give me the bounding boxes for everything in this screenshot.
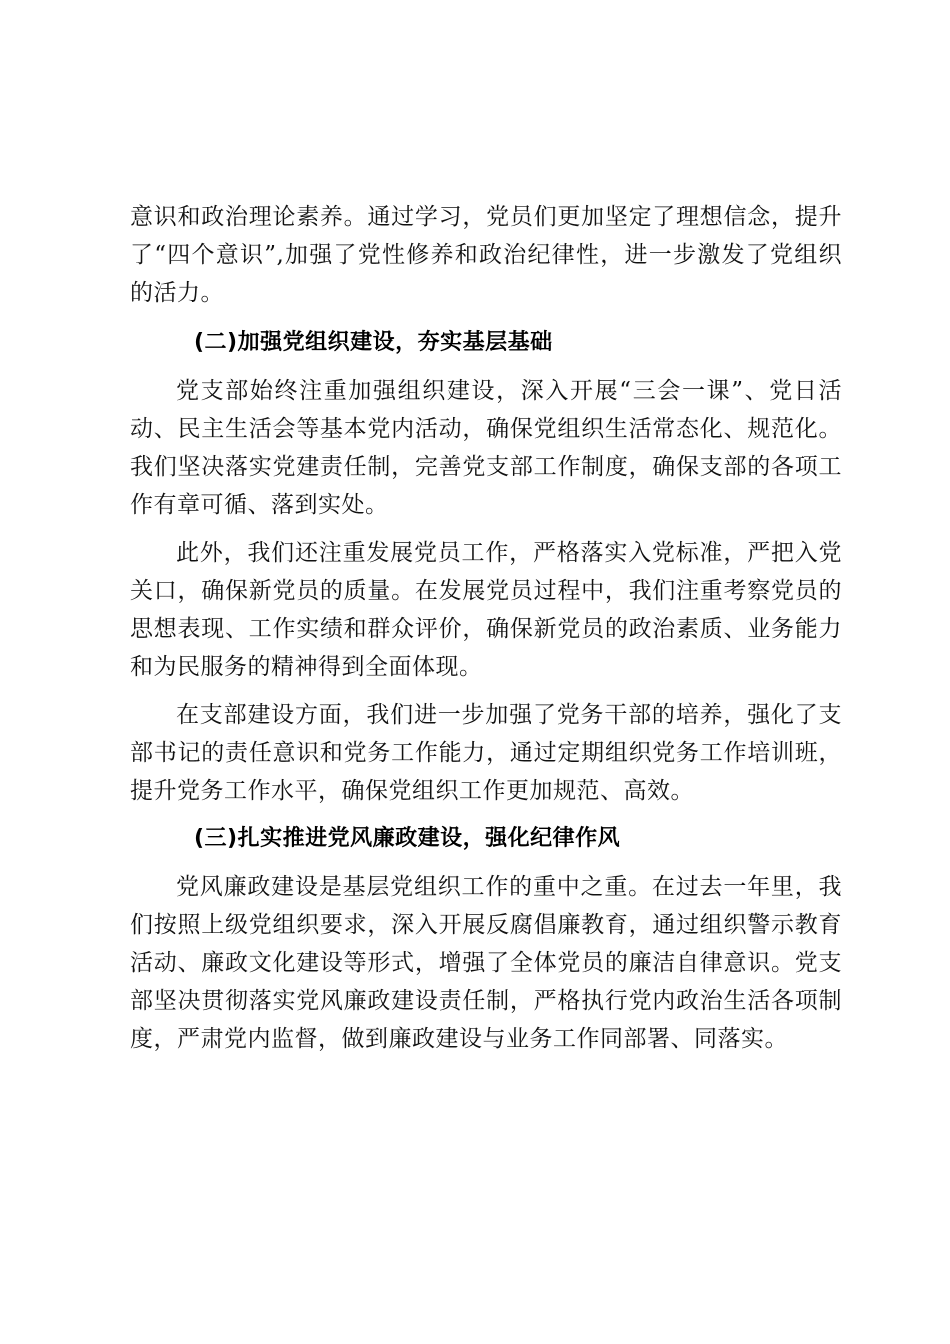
paragraph-continued: 意识和政治理论素养。通过学习，党员们更加坚定了理想信念，提升了“四个意识”,加强了党性修养和政治纪律性，进一步激发了党组织的活力。 xyxy=(130,204,842,306)
paragraph-org-1: 党支部始终注重加强组织建设，深入开展“三会一课”、党日活动、民主生活会等基本党内活动，确保党组织生活常态化、规范化。我们坚决落实党建责任制，完善党支部工作制度，确保支部的各项工作有章可循、落到实处。 xyxy=(130,378,842,518)
section-heading-2: (二)加强党组织建设，夯实基层基础 xyxy=(194,330,553,355)
paragraph-org-2: 此外，我们还注重发展党员工作，严格落实入党标准，严把入党关口，确保新党员的质量。在发展党员过程中，我们注重考察党员的思想表现、工作实绩和群众评价，确保新党员的政治素质、业务能力和为民服务的精神得到全面体现。 xyxy=(130,540,842,680)
paragraph-org-3: 在支部建设方面，我们进一步加强了党务干部的培养，强化了支部书记的责任意识和党务工作能力，通过定期组织党务工作培训班，提升党务工作水平，确保党组织工作更加规范、高效。 xyxy=(130,702,842,804)
section-heading-3: (三)扎实推进党风廉政建设，强化纪律作风 xyxy=(194,826,621,851)
document-body xyxy=(130,198,842,1068)
paragraph-integrity-1: 党风廉政建设是基层党组织工作的重中之重。在过去一年里，我们按照上级党组织要求，深入开展反腐倡廉教育，通过组织警示教育活动、廉政文化建设等形式，增强了全体党员的廉洁自律意识。党支部坚决贯彻落实党风廉政建设责任制，严格执行党内政治生活各项制度，严肃党内监督，做到廉政建设与业务工作同部署、同落实。 xyxy=(130,874,842,1052)
